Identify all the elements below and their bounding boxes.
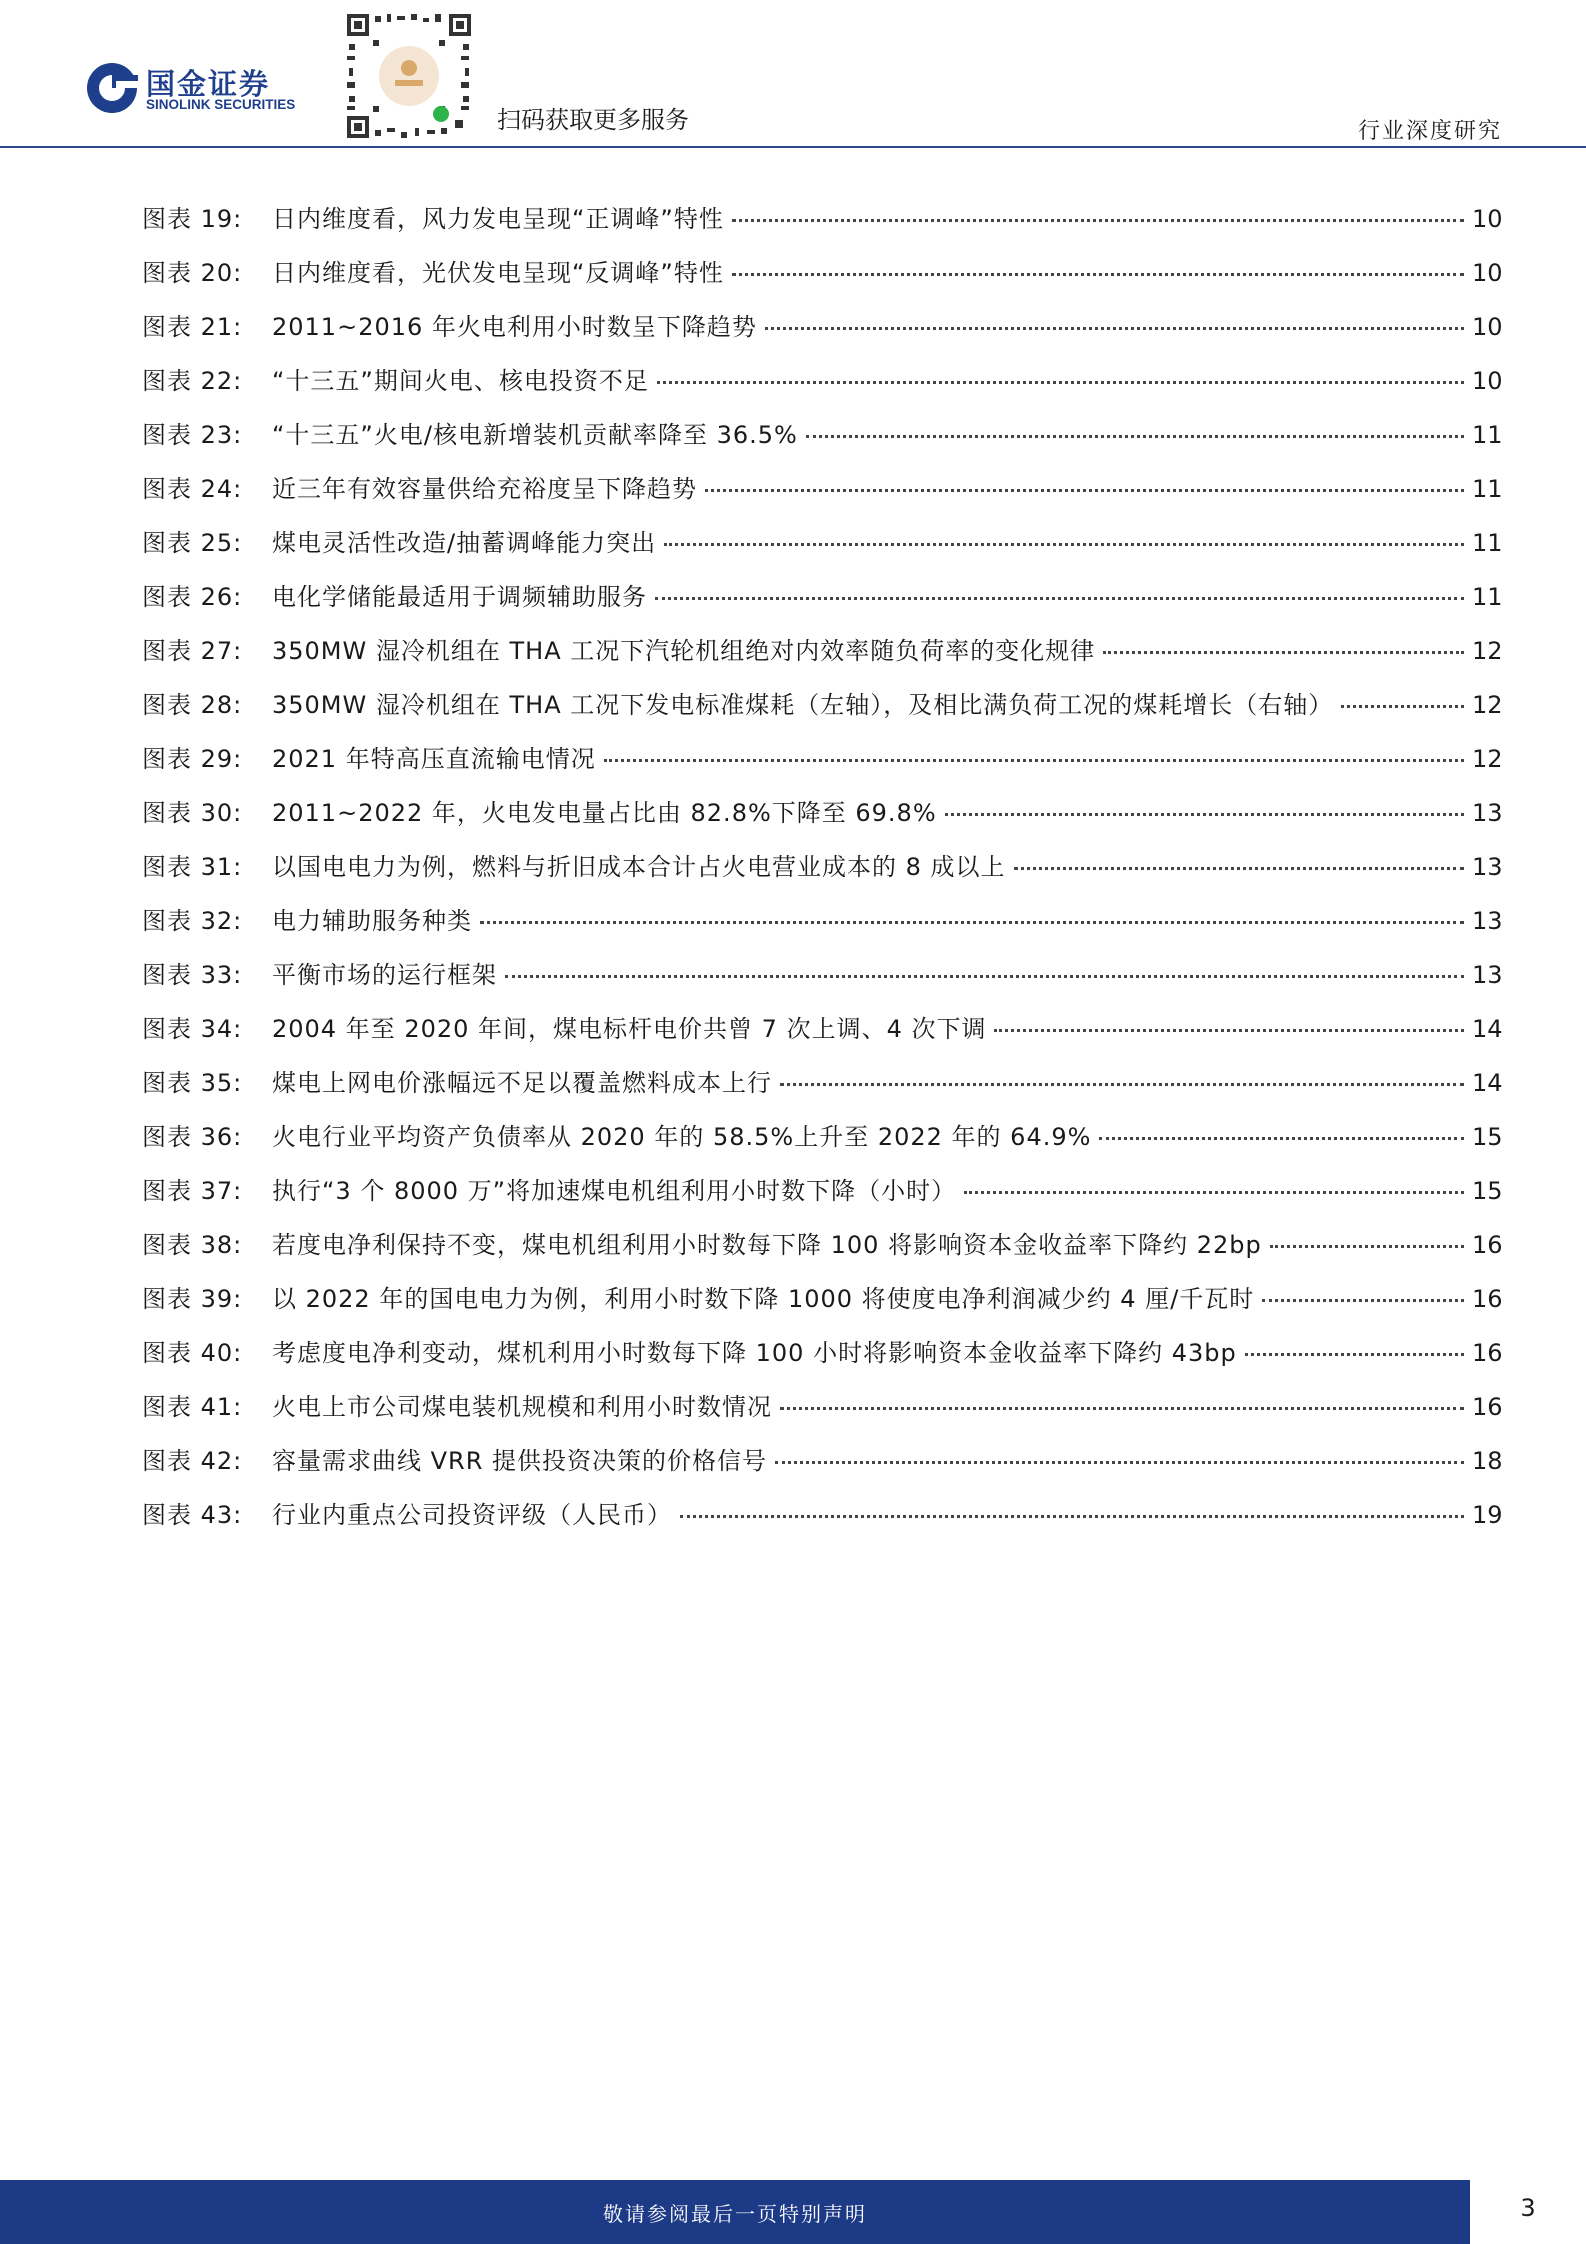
toc-entry-title: “十三五”期间火电、核电投资不足 xyxy=(272,367,649,395)
toc-entry-number: 图表 20: xyxy=(142,259,243,287)
toc-entry[interactable] xyxy=(142,1334,1502,1388)
toc-entry[interactable] xyxy=(142,632,1502,686)
toc-entry[interactable] xyxy=(142,740,1502,794)
toc-entry-number: 图表 38: xyxy=(142,1231,243,1259)
toc-dot-leader xyxy=(1103,651,1464,654)
toc-entry-number: 图表 24: xyxy=(142,475,243,503)
toc-entry-number: 图表 43: xyxy=(142,1501,243,1529)
toc-dot-leader xyxy=(604,759,1464,762)
toc-entry-title: 近三年有效容量供给充裕度呈下降趋势 xyxy=(272,475,697,503)
footer-disclaimer: 敬请参阅最后一页特别声明 xyxy=(603,2202,867,2226)
toc-entry-title: 日内维度看，风力发电呈现“正调峰”特性 xyxy=(272,205,724,233)
toc-entry-title: 2004 年至 2020 年间，煤电标杆电价共曾 7 次上调、4 次下调 xyxy=(272,1015,987,1043)
toc-entry-title: 火电上市公司煤电装机规模和利用小时数情况 xyxy=(272,1393,772,1421)
toc-entry-page: 10 xyxy=(1472,313,1503,341)
toc-dot-leader xyxy=(945,813,1464,816)
header-divider xyxy=(0,146,1586,148)
brand-name-cn: 国金证券 xyxy=(146,67,271,101)
toc-entry[interactable] xyxy=(142,1388,1502,1442)
toc-dot-leader xyxy=(1245,1353,1464,1356)
toc-entry-title: 以 2022 年的国电电力为例，利用小时数下降 1000 将使度电净利润减少约 4 厘/千瓦时 xyxy=(272,1285,1255,1313)
toc-entry-page: 13 xyxy=(1472,799,1503,827)
toc-entry-title: 日内维度看，光伏发电呈现“反调峰”特性 xyxy=(272,259,724,287)
toc-dot-leader xyxy=(1341,705,1464,708)
toc-entry-page: 14 xyxy=(1472,1069,1503,1097)
toc-entry-title: 2011~2022 年，火电发电量占比由 82.8%下降至 69.8% xyxy=(272,799,937,827)
toc-dot-leader xyxy=(775,1461,1464,1464)
toc-dot-leader xyxy=(780,1083,1464,1086)
toc-entry-page: 10 xyxy=(1472,259,1503,287)
toc-dot-leader xyxy=(1099,1137,1464,1140)
toc-entry-page: 16 xyxy=(1472,1393,1503,1421)
toc-entry-number: 图表 21: xyxy=(142,313,243,341)
toc-entry-title: 容量需求曲线 VRR 提供投资决策的价格信号 xyxy=(272,1447,768,1475)
toc-dot-leader xyxy=(655,597,1464,600)
toc-dot-leader xyxy=(732,273,1464,276)
toc-entry[interactable] xyxy=(142,362,1502,416)
toc-entry-page: 13 xyxy=(1472,907,1503,935)
toc-entry[interactable] xyxy=(142,686,1502,740)
page-number: 3 xyxy=(1520,2194,1536,2222)
toc-entry[interactable] xyxy=(142,794,1502,848)
toc-entry[interactable] xyxy=(142,1280,1502,1334)
toc-entry-number: 图表 32: xyxy=(142,907,243,935)
toc-entry-number: 图表 40: xyxy=(142,1339,243,1367)
toc-dot-leader xyxy=(806,435,1464,438)
toc-entry-number: 图表 39: xyxy=(142,1285,243,1313)
toc-entry[interactable] xyxy=(142,524,1502,578)
toc-entry-number: 图表 25: xyxy=(142,529,243,557)
toc-dot-leader xyxy=(480,921,1464,924)
figure-index-list xyxy=(142,200,1502,1550)
toc-entry[interactable] xyxy=(142,254,1502,308)
toc-entry[interactable] xyxy=(142,848,1502,902)
toc-dot-leader xyxy=(964,1191,1464,1194)
toc-entry-number: 图表 35: xyxy=(142,1069,243,1097)
toc-entry-page: 10 xyxy=(1472,367,1503,395)
toc-dot-leader xyxy=(657,381,1464,384)
toc-entry-title: 煤电上网电价涨幅远不足以覆盖燃料成本上行 xyxy=(272,1069,772,1097)
toc-entry-page: 18 xyxy=(1472,1447,1503,1475)
toc-entry-title: 2011~2016 年火电利用小时数呈下降趋势 xyxy=(272,313,757,341)
toc-entry-number: 图表 29: xyxy=(142,745,243,773)
toc-entry-title: 若度电净利保持不变，煤电机组利用小时数每下降 100 将影响资本金收益率下降约 22bp xyxy=(272,1231,1262,1259)
toc-dot-leader xyxy=(994,1029,1464,1032)
toc-dot-leader xyxy=(664,543,1464,546)
toc-entry-page: 16 xyxy=(1472,1231,1503,1259)
toc-dot-leader xyxy=(765,327,1464,330)
toc-entry-title: 考虑度电净利变动，煤机利用小时数每下降 100 小时将影响资本金收益率下降约 43bp xyxy=(272,1339,1237,1367)
toc-entry-number: 图表 41: xyxy=(142,1393,243,1421)
toc-dot-leader xyxy=(780,1407,1464,1410)
toc-entry[interactable] xyxy=(142,1118,1502,1172)
report-type-label: 行业深度研究 xyxy=(1357,119,1502,144)
toc-entry[interactable] xyxy=(142,1496,1502,1550)
toc-entry[interactable] xyxy=(142,956,1502,1010)
toc-entry-page: 11 xyxy=(1472,475,1503,503)
toc-entry[interactable] xyxy=(142,1064,1502,1118)
toc-entry[interactable] xyxy=(142,1010,1502,1064)
toc-entry-page: 19 xyxy=(1472,1501,1503,1529)
toc-entry-title: 行业内重点公司投资评级（人民币） xyxy=(272,1501,672,1529)
toc-entry-page: 12 xyxy=(1472,637,1503,665)
toc-entry-title: 火电行业平均资产负债率从 2020 年的 58.5%上升至 2022 年的 64.9% xyxy=(272,1123,1092,1151)
toc-entry[interactable] xyxy=(142,416,1502,470)
toc-entry-page: 11 xyxy=(1472,583,1503,611)
qr-code-icon[interactable] xyxy=(343,10,475,142)
toc-entry-number: 图表 34: xyxy=(142,1015,243,1043)
toc-entry[interactable] xyxy=(142,902,1502,956)
toc-entry-title: 执行“3 个 8000 万”将加速煤电机组利用小时数下降（小时） xyxy=(272,1177,957,1205)
toc-entry-title: 电力辅助服务种类 xyxy=(272,907,472,935)
toc-dot-leader xyxy=(732,219,1464,222)
toc-entry-page: 11 xyxy=(1472,421,1503,449)
toc-entry-number: 图表 36: xyxy=(142,1123,243,1151)
toc-entry-title: 350MW 湿冷机组在 THA 工况下发电标准煤耗（左轴），及相比满负荷工况的煤耗增长（右轴） xyxy=(272,691,1334,719)
toc-entry-number: 图表 42: xyxy=(142,1447,243,1475)
toc-entry-number: 图表 22: xyxy=(142,367,243,395)
toc-dot-leader xyxy=(1270,1245,1464,1248)
toc-entry-number: 图表 26: xyxy=(142,583,243,611)
toc-dot-leader xyxy=(1262,1299,1464,1302)
toc-entry-title: “十三五”火电/核电新增装机贡献率降至 36.5% xyxy=(272,421,798,449)
toc-entry-page: 13 xyxy=(1472,853,1503,881)
toc-entry-page: 13 xyxy=(1472,961,1503,989)
toc-entry-title: 电化学储能最适用于调频辅助服务 xyxy=(272,583,647,611)
toc-entry-number: 图表 19: xyxy=(142,205,243,233)
toc-entry-page: 16 xyxy=(1472,1339,1503,1367)
toc-entry-title: 以国电电力为例，燃料与折旧成本合计占火电营业成本的 8 成以上 xyxy=(272,853,1006,881)
toc-dot-leader xyxy=(505,975,1464,978)
toc-entry-number: 图表 37: xyxy=(142,1177,243,1205)
toc-entry[interactable] xyxy=(142,1442,1502,1496)
toc-entry-number: 图表 31: xyxy=(142,853,243,881)
toc-entry[interactable] xyxy=(142,470,1502,524)
brand-name-en: SINOLINK SECURITIES xyxy=(146,97,296,112)
toc-dot-leader xyxy=(705,489,1464,492)
qr-caption: 扫码获取更多服务 xyxy=(497,106,689,134)
toc-entry-page: 10 xyxy=(1472,205,1503,233)
toc-entry-title: 2021 年特高压直流输电情况 xyxy=(272,745,596,773)
toc-entry-title: 煤电灵活性改造/抽蓄调峰能力突出 xyxy=(272,529,657,557)
toc-entry-number: 图表 33: xyxy=(142,961,243,989)
sinolink-logo-icon xyxy=(86,62,138,114)
toc-entry-page: 11 xyxy=(1472,529,1503,557)
toc-entry-number: 图表 30: xyxy=(142,799,243,827)
toc-entry-page: 15 xyxy=(1472,1177,1503,1205)
toc-entry-page: 14 xyxy=(1472,1015,1503,1043)
toc-entry-number: 图表 23: xyxy=(142,421,243,449)
toc-entry[interactable] xyxy=(142,1226,1502,1280)
toc-entry[interactable] xyxy=(142,578,1502,632)
page-header xyxy=(0,0,1586,148)
toc-entry-title: 350MW 湿冷机组在 THA 工况下汽轮机组绝对内效率随负荷率的变化规律 xyxy=(272,637,1096,665)
toc-entry[interactable] xyxy=(142,1172,1502,1226)
toc-entry-number: 图表 28: xyxy=(142,691,243,719)
toc-entry-page: 15 xyxy=(1472,1123,1503,1151)
toc-entry[interactable] xyxy=(142,308,1502,362)
toc-entry-title: 平衡市场的运行框架 xyxy=(272,961,497,989)
toc-entry[interactable] xyxy=(142,200,1502,254)
toc-dot-leader xyxy=(1014,867,1464,870)
toc-entry-page: 16 xyxy=(1472,1285,1503,1313)
toc-entry-page: 12 xyxy=(1472,745,1503,773)
toc-dot-leader xyxy=(680,1515,1464,1518)
toc-entry-number: 图表 27: xyxy=(142,637,243,665)
toc-entry-page: 12 xyxy=(1472,691,1503,719)
